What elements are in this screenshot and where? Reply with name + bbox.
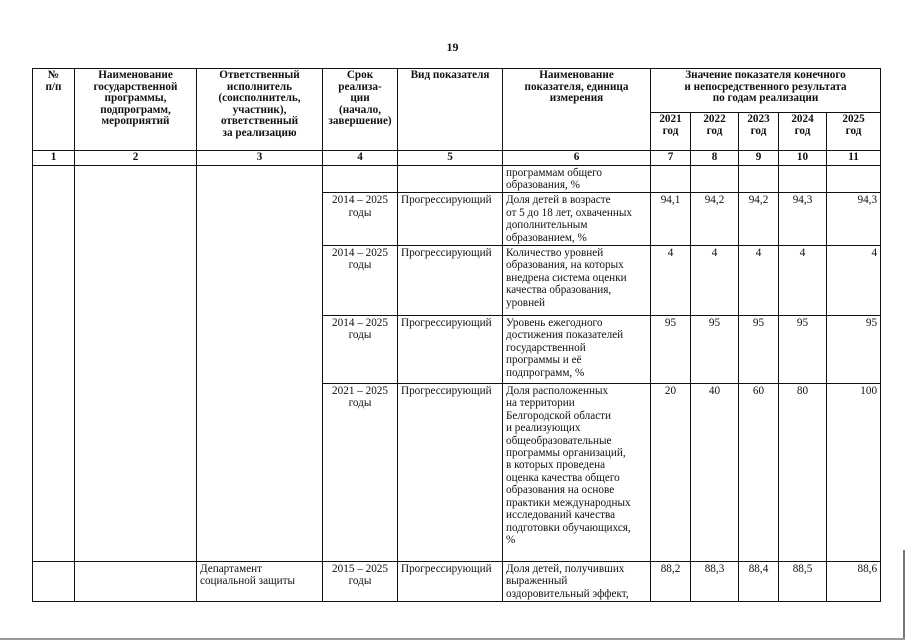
header-indicator-type: Вид показателя: [398, 69, 503, 151]
cell-value-2021: 94,1: [651, 193, 691, 246]
header-period: Срок реализа- ции (начало, завершение): [323, 69, 398, 151]
column-number: 1: [33, 151, 75, 166]
cell-value-2024: 95: [779, 316, 827, 384]
column-number: 5: [398, 151, 503, 166]
cell-value-2023: 95: [739, 316, 779, 384]
cell-indicator-type: Прогрессирующий: [398, 384, 503, 562]
column-number: 6: [503, 151, 651, 166]
cell-value-2025: 4: [827, 246, 881, 316]
cell-period: 2021 – 2025 годы: [323, 384, 398, 562]
cell-period: 2014 – 2025 годы: [323, 246, 398, 316]
cell-program-name: [75, 562, 197, 602]
column-number: 8: [691, 151, 739, 166]
cell-period: 2014 – 2025 годы: [323, 193, 398, 246]
column-number: 9: [739, 151, 779, 166]
cell-period: [323, 165, 398, 193]
cell-value-2025: 88,6: [827, 562, 881, 602]
cell-value-2022: [691, 165, 739, 193]
cell-indicator-type: Прогрессирующий: [398, 562, 503, 602]
cell-value-2021: 4: [651, 246, 691, 316]
column-number: 7: [651, 151, 691, 166]
cell-value-2021: 20: [651, 384, 691, 562]
cell-value-2023: 88,4: [739, 562, 779, 602]
cell-value-2025: [827, 165, 881, 193]
cell-value-2023: [739, 165, 779, 193]
cell-value-2023: 60: [739, 384, 779, 562]
cell-indicator-name: Уровень ежегодного достижения показателей государственной программы и её подпрограмм, %: [503, 316, 651, 384]
header-indicator-name: Наименование показателя, единица измерения: [503, 69, 651, 151]
page-number: 19: [446, 40, 459, 54]
cell-value-2024: 94,3: [779, 193, 827, 246]
cell-indicator-name: Количество уровней образования, на которых внедрена система оценки качества образования, уровней: [503, 246, 651, 316]
cell-value-2023: 4: [739, 246, 779, 316]
cell-value-2024: 80: [779, 384, 827, 562]
cell-indicator-name: Доля расположенных на территории Белгородской области и реализующих общеобразовательные программы организаций, в которых проведена оценка качества общего образования на основе практики международных исследований качества подготовки обучающихся, %: [503, 384, 651, 562]
cell-executor: Департамент социальной защиты: [197, 562, 323, 602]
cell-value-2024: [779, 165, 827, 193]
header-values-group: Значение показателя конечного и непосредственного результата по годам реализации: [651, 69, 881, 113]
cell-indicator-type: Прогрессирующий: [398, 193, 503, 246]
cell-value-2025: 94,3: [827, 193, 881, 246]
cell-period: 2014 – 2025 годы: [323, 316, 398, 384]
cell-value-2023: 94,2: [739, 193, 779, 246]
header-year: 2022 год: [691, 113, 739, 151]
cell-indicator-name: Доля детей, получивших выраженный оздоровительный эффект,: [503, 562, 651, 602]
cell-period: 2015 – 2025 годы: [323, 562, 398, 602]
column-number: 4: [323, 151, 398, 166]
header-year: 2021 год: [651, 113, 691, 151]
cell-value-2021: [651, 165, 691, 193]
cell-executor: [197, 165, 323, 561]
table-row: [33, 562, 881, 602]
cell-program-name: [75, 165, 197, 561]
cell-indicator-type: Прогрессирующий: [398, 316, 503, 384]
cell-value-2021: 95: [651, 316, 691, 384]
indicator-table: [32, 68, 881, 602]
cell-number: [33, 165, 75, 561]
column-number: 3: [197, 151, 323, 166]
cell-indicator-name: программам общего образования, %: [503, 165, 651, 193]
cell-value-2022: 88,3: [691, 562, 739, 602]
header-year: 2024 год: [779, 113, 827, 151]
column-number: 11: [827, 151, 881, 166]
header-year: 2025 год: [827, 113, 881, 151]
cell-indicator-type: [398, 165, 503, 193]
cell-number: [33, 562, 75, 602]
cell-indicator-name: Доля детей в возрасте от 5 до 18 лет, охваченных дополнительным образованием, %: [503, 193, 651, 246]
header-executor: Ответственный исполнитель (соисполнитель, участник), ответственный за реализацию: [197, 69, 323, 151]
cell-value-2025: 95: [827, 316, 881, 384]
cell-value-2025: 100: [827, 384, 881, 562]
cell-value-2022: 40: [691, 384, 739, 562]
cell-indicator-type: Прогрессирующий: [398, 246, 503, 316]
cell-value-2022: 95: [691, 316, 739, 384]
column-number: 10: [779, 151, 827, 166]
cell-value-2022: 4: [691, 246, 739, 316]
cell-value-2021: 88,2: [651, 562, 691, 602]
table-row: [33, 165, 881, 193]
header-number: № п/п: [33, 69, 75, 151]
header-year: 2023 год: [739, 113, 779, 151]
cell-value-2022: 94,2: [691, 193, 739, 246]
column-number: 2: [75, 151, 197, 166]
cell-value-2024: 88,5: [779, 562, 827, 602]
header-program-name: Наименование государственной программы, подпрограмм, мероприятий: [75, 69, 197, 151]
cell-value-2024: 4: [779, 246, 827, 316]
